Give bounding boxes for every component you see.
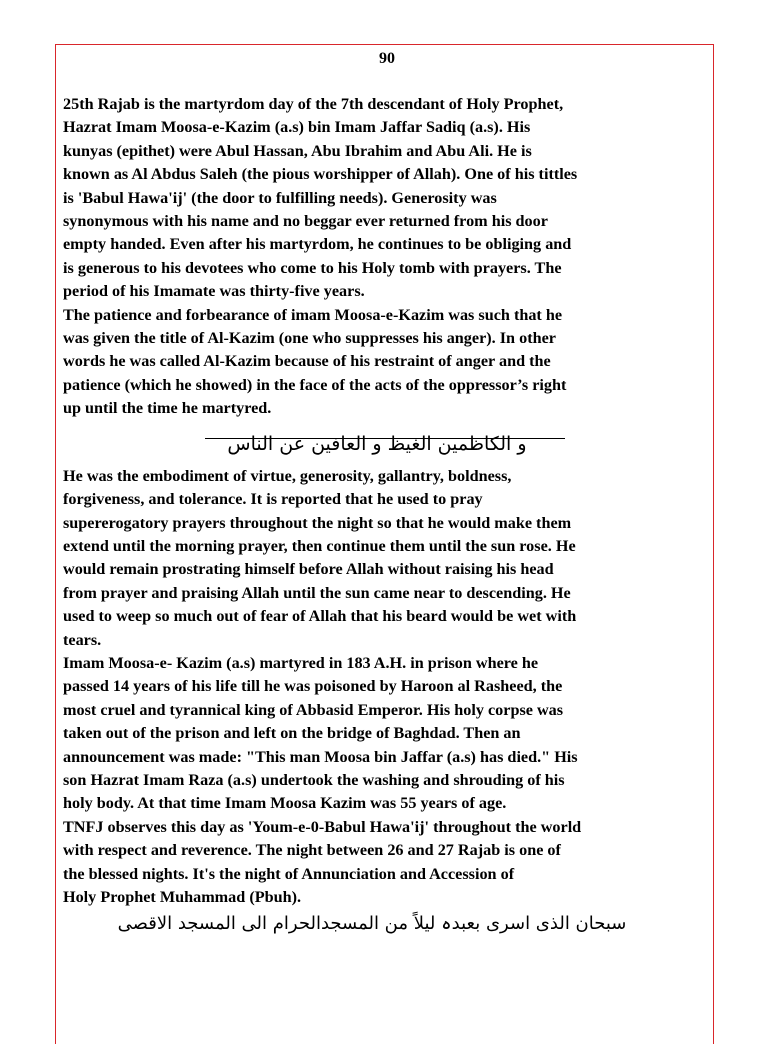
arabic-verse-isra: سبحان الذی اسری بعبدہ لیلاً من المسجدالحرام الی المسجد الاقصی xyxy=(117,913,627,935)
paragraph-martyrdom-details: Imam Moosa-e- Kazim (a.s) martyred in 183 A.H. in prison where he passed 14 years of his life till he was poisoned by Haroon al Rasheed, the most cruel and tyrannical king of Abbasid Emperor. His holy corpse was taken out of the prison and left on the bridge of Baghdad. Then an announcement was made: "This man Moosa bin Jaffar (a.s) has died." His son Hazrat Imam Raza (a.s) undertook the washing and shrouding of his holy body. At that time Imam Moosa Kazim was 55 years of age. xyxy=(63,653,578,813)
page-number: 90 xyxy=(379,50,395,67)
paragraph-tnfj-observance: TNFJ observes this day as 'Youm-e-0-Babul Hawa'ij' throughout the world with respect and reverence. The night between 26 and 27 Rajab is one of the blessed nights. It's the night of Annunciation and Accession of Holy Prophet Muhammad (Pbuh). xyxy=(63,817,582,906)
paragraph-martyrdom-intro: 25th Rajab is the martyrdom day of the 7th descendant of Holy Prophet, Hazrat Imam Moosa-e-Kazim (a.s) bin Imam Jaffar Sadiq (a.s). His kunyas (epithet) were Abul Hassan, Abu Ibrahim and Abu Ali. He is known as Al Abdus Saleh (the pious worshipper of Allah). One of his tittles is 'Babul Hawa'ij' (the door to fulfilling needs). Generosity was synonymous with his name and no beggar ever returned from his door empty handed. Even after his martyrdom, he continues to be obliging and is generous to his devotees who come to his Holy tomb with prayers. The period of his Imamate was thirty-five years. xyxy=(63,95,578,301)
arabic-verse-kazimeen: و الكاظمين الغيظ و العافين عن الناس xyxy=(227,432,527,455)
paragraph-patience: The patience and forbearance of imam Moosa-e-Kazim was such that he was given the title of Al-Kazim (one who suppresses his anger). In other words he was called Al-Kazim because of his restraint of anger and the patience (which he showed) in the face of the acts of the oppressor’s right up until the time he martyred. xyxy=(63,305,567,418)
document-page xyxy=(63,47,711,939)
paragraph-virtue: He was the embodiment of virtue, generosity, gallantry, boldness, forgiveness, and tolerance. It is reported that he used to pray supererogatory prayers throughout the night so that he would make them extend until the morning prayer, then continue them until the sun rose. He would remain prostrating himself before Allah without raising his head from prayer and praising Allah until the sun came near to descending. He used to weep so much out of fear of Allah that his beard would be wet with tears. xyxy=(63,466,577,649)
